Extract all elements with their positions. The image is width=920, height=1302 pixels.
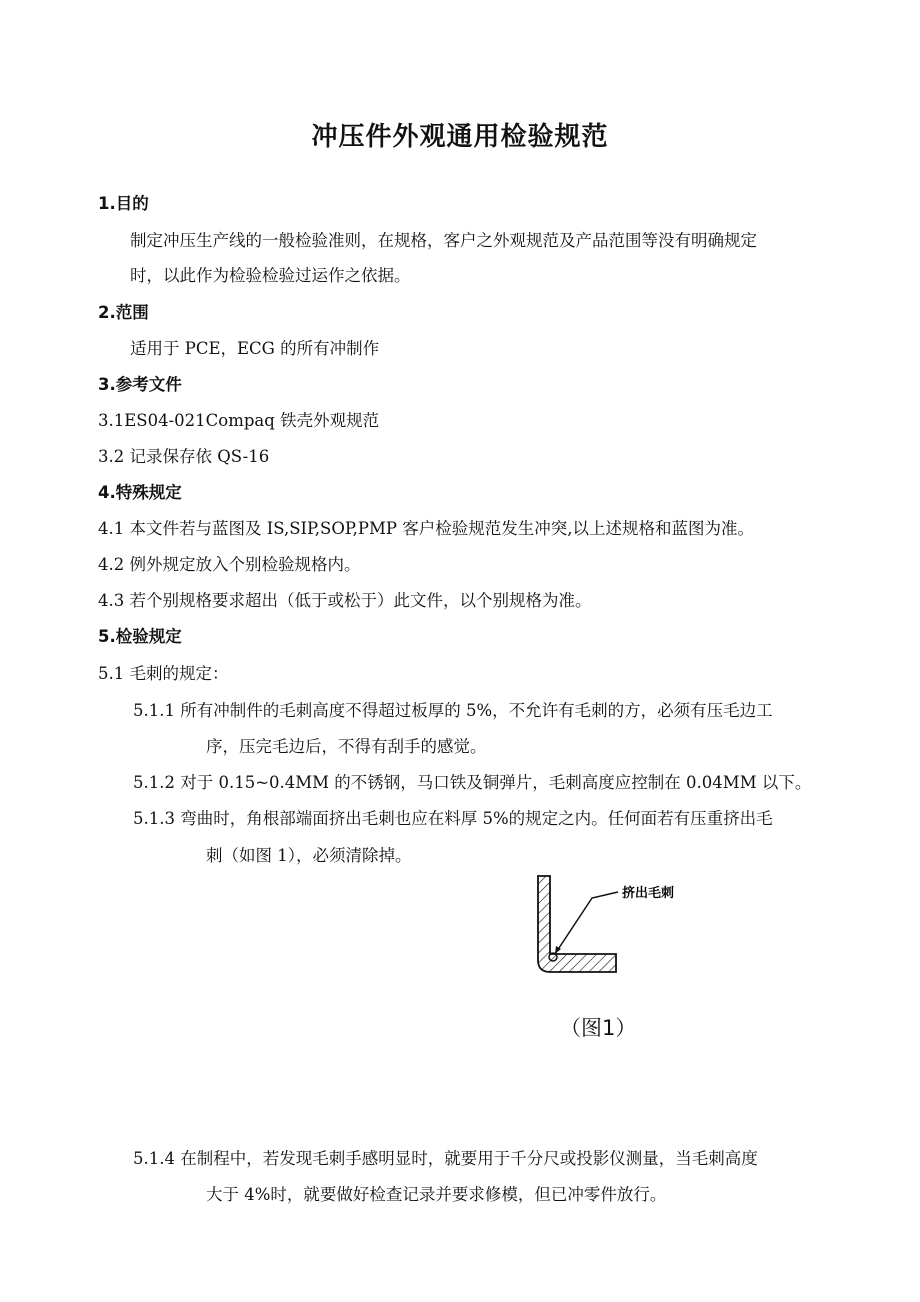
section-4-item-2: 4.2 例外规定放入个别检验规格内。 [98,555,361,574]
section-5-item-1-2: 5.1.2 对于 0.15~0.4MM 的不锈钢，马口铁及铜弹片，毛刺高度应控制在 0.04MM 以下。 [133,773,812,792]
section-2-heading: 2.范围 [98,303,149,322]
section-2-paragraph: 适用于 PCE，ECG 的所有冲制作 [130,339,380,358]
section-3-item-2: 3.2 记录保存依 QS-16 [98,447,270,466]
section-5-heading: 5.检验规定 [98,627,182,646]
page-title: 冲压件外观通用检验规范 [311,122,609,152]
section-1-heading: 1.目的 [98,194,149,213]
section-5-item-1-3-line-1: 5.1.3 弯曲时，角根部端面挤出毛刺也应在料厚 5%的规定之内。任何面若有压重挤出毛 [133,809,773,828]
section-3-heading: 3.参考文件 [98,375,182,394]
section-4-heading: 4.特殊规定 [98,483,182,502]
burr-figure [520,872,700,982]
section-1-paragraph-line-2: 时，以此作为检验检验过运作之依据。 [130,266,411,285]
section-4-item-1: 4.1 本文件若与蓝图及 IS,SIP,SOP,PMP 客户检验规范发生冲突,以上述规格和蓝图为准。 [98,519,754,538]
burr-figure-label: 挤出毛刺 [622,886,675,901]
section-5-item-1-4-line-2: 大于 4%时，就要做好检查记录并要求修模，但已冲零件放行。 [206,1185,667,1204]
figure-caption: （图1） [560,1016,637,1040]
section-5-item-1-1-line-1: 5.1.1 所有冲制件的毛刺高度不得超过板厚的 5%，不允许有毛刺的方，必须有压毛边工 [133,701,773,720]
section-1-paragraph-line-1: 制定冲压生产线的一般检验准则，在规格，客户之外观规范及产品范围等没有明确规定 [130,231,757,250]
section-3-item-1: 3.1ES04-021Compaq 铁壳外观规范 [98,411,380,430]
section-5-item-1: 5.1 毛刺的规定： [98,664,229,683]
section-5-item-1-3-line-2: 刺（如图 1），必须清除掉。 [206,846,412,865]
section-5-item-1-4-line-1: 5.1.4 在制程中，若发现毛刺手感明显时，就要用于千分尺或投影仪测量，当毛刺高度 [133,1149,758,1168]
leader-line [555,892,618,954]
section-5-item-1-1-line-2: 序，压完毛边后，不得有刮手的感觉。 [206,737,487,756]
section-4-item-3: 4.3 若个别规格要求超出（低于或松于）此文件，以个别规格为准。 [98,591,592,610]
